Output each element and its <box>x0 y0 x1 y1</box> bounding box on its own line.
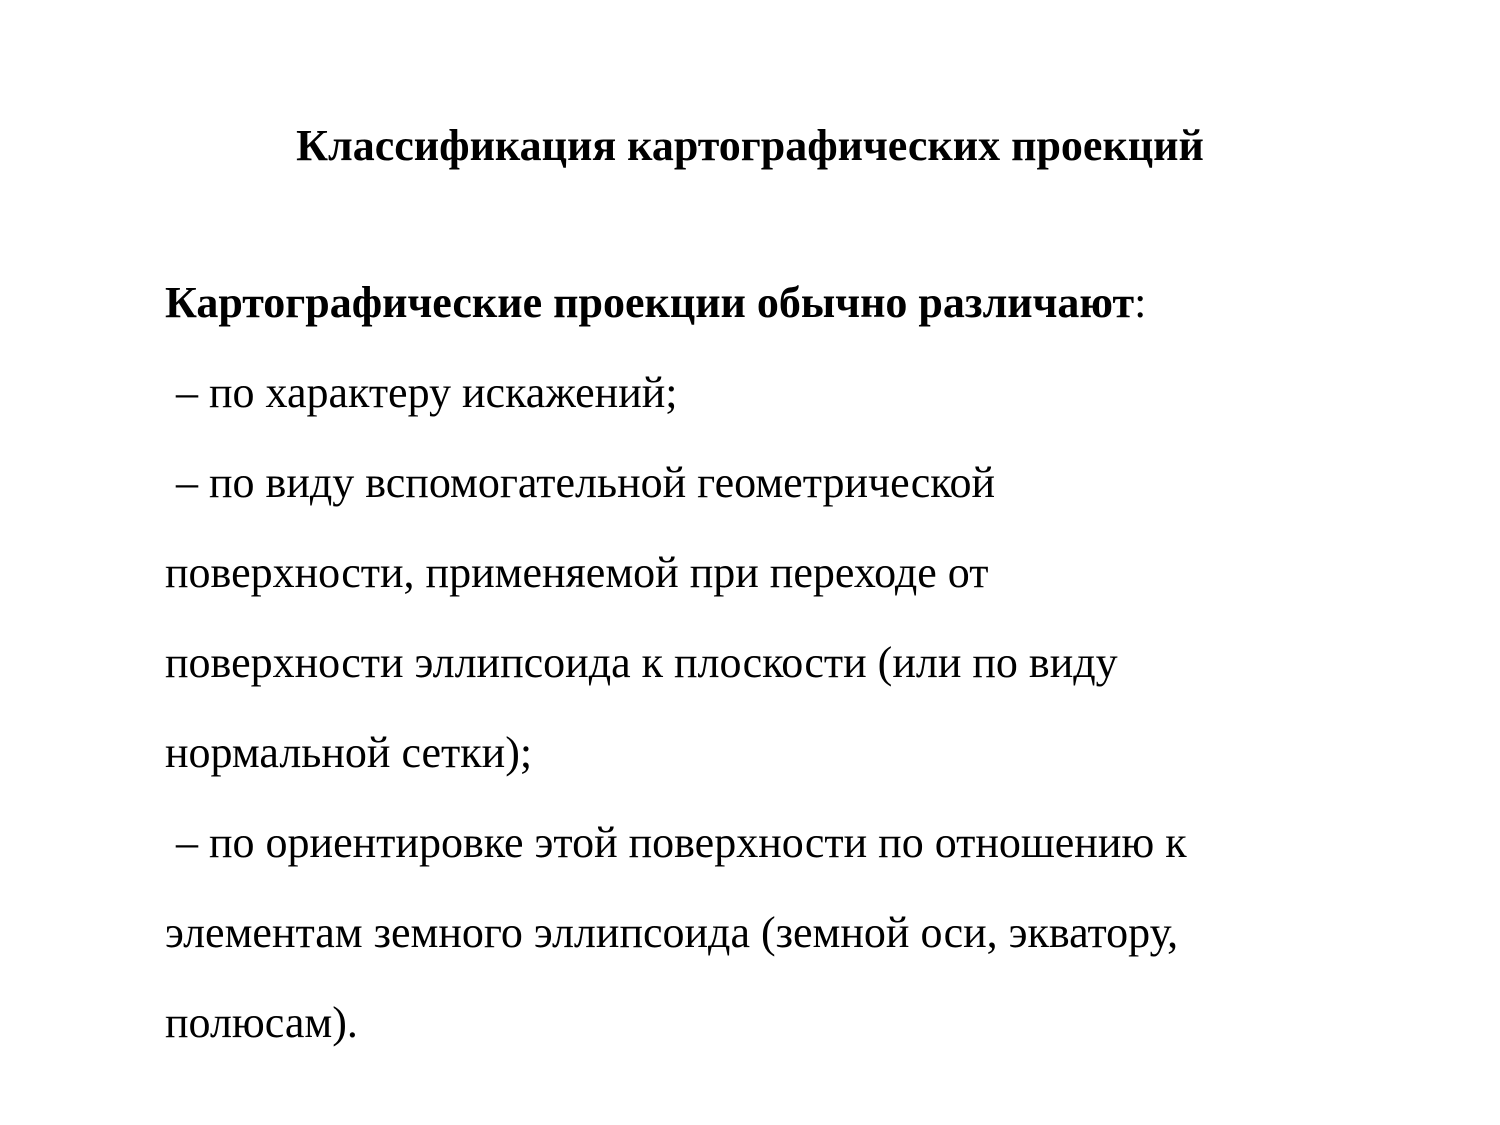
intro-colon: : <box>1134 278 1147 327</box>
slide-body <box>165 258 1365 1068</box>
intro-line <box>165 258 1365 348</box>
intro-bold-text: Картографические проекции обычно различают <box>165 278 1135 327</box>
slide-title: Классификация картографических проекций <box>296 121 1204 170</box>
body-line-4: поверхности эллипсоида к плоскости (или по виду <box>165 638 1118 687</box>
body-line-5: нормальной сетки); <box>165 728 533 777</box>
body-line-1: – по характеру искажений; <box>165 368 678 417</box>
body-line-2: – по виду вспомогательной геометрической <box>165 458 995 507</box>
body-line-3: поверхности, применяемой при переходе от <box>165 548 989 597</box>
body-line-6: – по ориентировке этой поверхности по отношению к <box>165 818 1187 867</box>
body-line-8: полюсам). <box>165 998 358 1047</box>
body-line-7: элементам земного эллипсоида (земной оси, экватору, <box>165 908 1179 957</box>
